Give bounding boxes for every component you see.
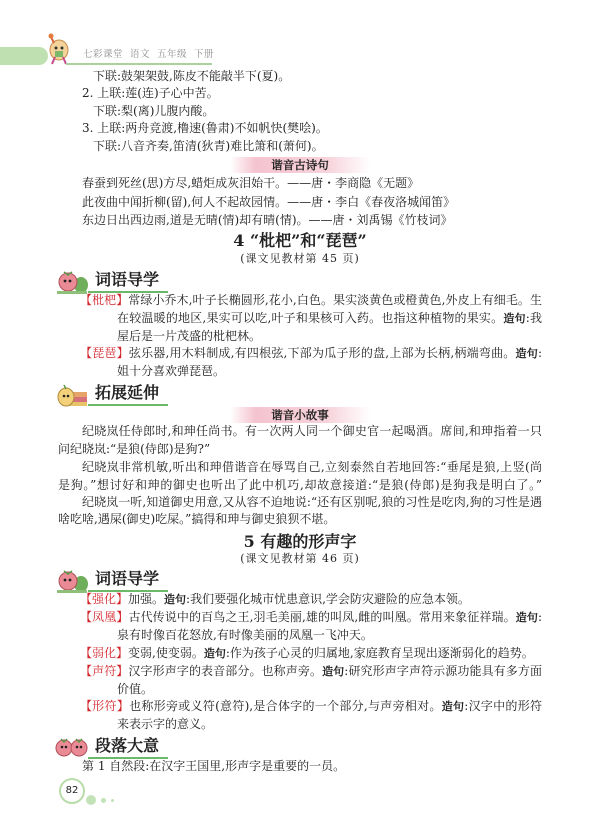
entry-line (117, 309, 542, 327)
story-line: 纪晓岚非常机敏,听出和珅借谐音在辱骂自己,立刻泰然自若地回答:“垂尾是狼,上竖(尚 (82, 460, 542, 474)
couplet-line: 2. 上联:莲(连)子心中苦。 (82, 86, 219, 100)
lesson-title: 5 有趣的形声字 (243, 532, 357, 551)
entry-text: 来表示字的意义。 (117, 717, 214, 731)
entry-line (80, 644, 534, 662)
entry-text: 在较温暖的地区,果实可以吃,叶子和果核可入药。也指这种植物的果实。 (117, 311, 504, 325)
entry-term: 【声符】 (80, 664, 129, 678)
header-divider (66, 63, 212, 65)
entry-line (80, 697, 542, 715)
entry-line (80, 291, 542, 309)
couplet-line: 下联:八音齐奏,笛清(狄青)难比箫和(萧何)。 (93, 139, 324, 153)
entry-line (80, 344, 542, 362)
summary-line: 第 1 自然段:在汉字王国里,形声字是重要的一员。 (82, 759, 346, 773)
example-label: 造句 (164, 593, 187, 606)
decorative-dot (86, 795, 96, 805)
section-underline (88, 404, 168, 406)
header-series: 七彩课堂 (83, 49, 124, 60)
entry-text: :研究形声字声符示源功能具有多方面 (344, 664, 542, 678)
entry-line (117, 362, 225, 380)
poem-line: 此夜曲中闻折柳(留),何人不起故园情。——唐・李白《春夜洛城闻笛》 (82, 195, 456, 209)
entry-text: 变弱,使变弱。 (128, 646, 204, 660)
couplet-line: 下联:梨(离)儿腹内酸。 (93, 104, 215, 118)
mascot-icon (45, 33, 73, 65)
section-heading-label: 段落大意 (95, 736, 160, 755)
section-heading (55, 382, 185, 408)
entry-text: 常绿小乔木,叶子长椭圆形,花小,白色。果实淡黄色或橙黄色,外皮上有细毛。生 (128, 293, 542, 307)
entry-text: 也称形旁或义符(意符),是合体字的一个部分,与声旁相对。 (129, 699, 442, 713)
section-banner: 谐音古诗句 (230, 157, 370, 173)
entry-text: : (537, 610, 542, 624)
entry-text: 泉有时像百花怒放,有时像美丽的凤凰一飞冲天。 (117, 628, 373, 642)
entry-term: 【凤凰】 (80, 610, 129, 624)
entry-text: 弦乐器,用木料制成,有四根弦,下部为瓜子形的盘,上部为长柄,柄端弯曲。 (128, 346, 516, 360)
entry-text: :作为孩子心灵的归属地,家庭教育呈现出逐渐弱化的趋势。 (225, 646, 534, 660)
header-tab-decoration (0, 47, 48, 65)
page-number: 82 (59, 778, 85, 804)
entry-term: 【枇杷】 (80, 293, 129, 307)
header-subject: 语文 (130, 49, 151, 60)
entry-text: :我 (525, 311, 542, 325)
entry-text: : (537, 346, 542, 360)
textbook-reference: (课文见教材第 46 页) (240, 552, 360, 565)
example-label: 造句 (441, 700, 465, 713)
poem-line: 东边日出西边雨,道是无晴(情)却有晴(情)。——唐・刘禹锡《竹枝词》 (82, 213, 453, 227)
header-volume: 下册 (194, 49, 215, 60)
entry-line (117, 680, 153, 698)
section-heading-label: 拓展延伸 (95, 383, 160, 402)
example-label: 造句 (503, 312, 526, 325)
section-heading-label: 词语导学 (95, 569, 160, 588)
example-label: 造句 (515, 347, 538, 360)
story-line: 是狗。”想讨好和珅的御史也听出了此中机巧,却故意接道:“是狼(侍郎)是狗我是明白了。” (58, 478, 542, 492)
example-label: 造句 (203, 647, 226, 660)
entry-text: :汉字中的形符 (464, 699, 542, 713)
textbook-reference: (课文见教材第 45 页) (240, 252, 360, 265)
entry-text: 汉字形声字的表音部分。也称声旁。 (128, 664, 323, 678)
entry-line (80, 662, 542, 680)
story-line: 问纪晓岚:“是狼(侍郎)是狗?” (58, 442, 211, 456)
entry-line (117, 327, 261, 345)
example-label: 造句 (515, 611, 538, 624)
header-grade: 五年级 (157, 49, 188, 60)
decorative-dot (111, 799, 114, 802)
entry-term: 【弱化】 (80, 646, 129, 660)
couplet-line: 3. 上联:两舟竞渡,橹速(鲁肃)不如帆快(樊哙)。 (82, 121, 328, 135)
poem-line: 春蚕到死丝(思)方尽,蜡炬成灰泪始干。——唐・李商隐《无题》 (82, 176, 420, 190)
entry-line (117, 715, 213, 733)
couplet-line: 下联:鼓架架鼓,陈皮不能敲半下(夏)。 (93, 69, 291, 83)
entry-text: 姐十分喜欢弹琵琶。 (117, 364, 226, 378)
running-header (83, 46, 221, 60)
entry-term: 【琵琶】 (80, 346, 129, 360)
story-line: 啥吃啥,遇屎(御史)吃屎。”搞得和珅与御史狼狈不堪。 (58, 512, 336, 526)
entry-text: 加强。 (128, 592, 165, 606)
fruit-with-books-icon (55, 382, 89, 408)
entry-line (80, 590, 470, 608)
entry-line (117, 626, 373, 644)
entry-line (80, 608, 542, 626)
story-line: 纪晓岚一听,知道御史用意,又从容不迫地说:“还有区别呢,狼的习性是吃肉,狗的习性是遇 (82, 495, 542, 509)
entry-term: 【强化】 (80, 592, 129, 606)
decorative-dot (101, 798, 106, 803)
entry-text: :我们要强化城市忧患意识,学会防灾避险的应急本领。 (186, 592, 470, 606)
entry-term: 【形符】 (80, 699, 130, 713)
story-line: 纪晓岚任侍郎时,和珅任尚书。有一次两人同一个御史官一起喝酒。席间,和珅指着一只 (82, 424, 542, 438)
lesson-title: 4 “枇杷”和“琵琶” (233, 231, 367, 250)
entry-text: 古代传说中的百鸟之王,羽毛美丽,雄的叫凤,雌的叫凰。常用来象征祥瑞。 (128, 610, 516, 624)
section-banner: 谐音小故事 (230, 407, 370, 423)
section-heading-label: 词语导学 (95, 270, 160, 289)
entry-text: 价值。 (117, 682, 154, 696)
entry-text: 屋后是一片茂盛的枇杷林。 (117, 329, 262, 343)
example-label: 造句 (322, 665, 345, 678)
